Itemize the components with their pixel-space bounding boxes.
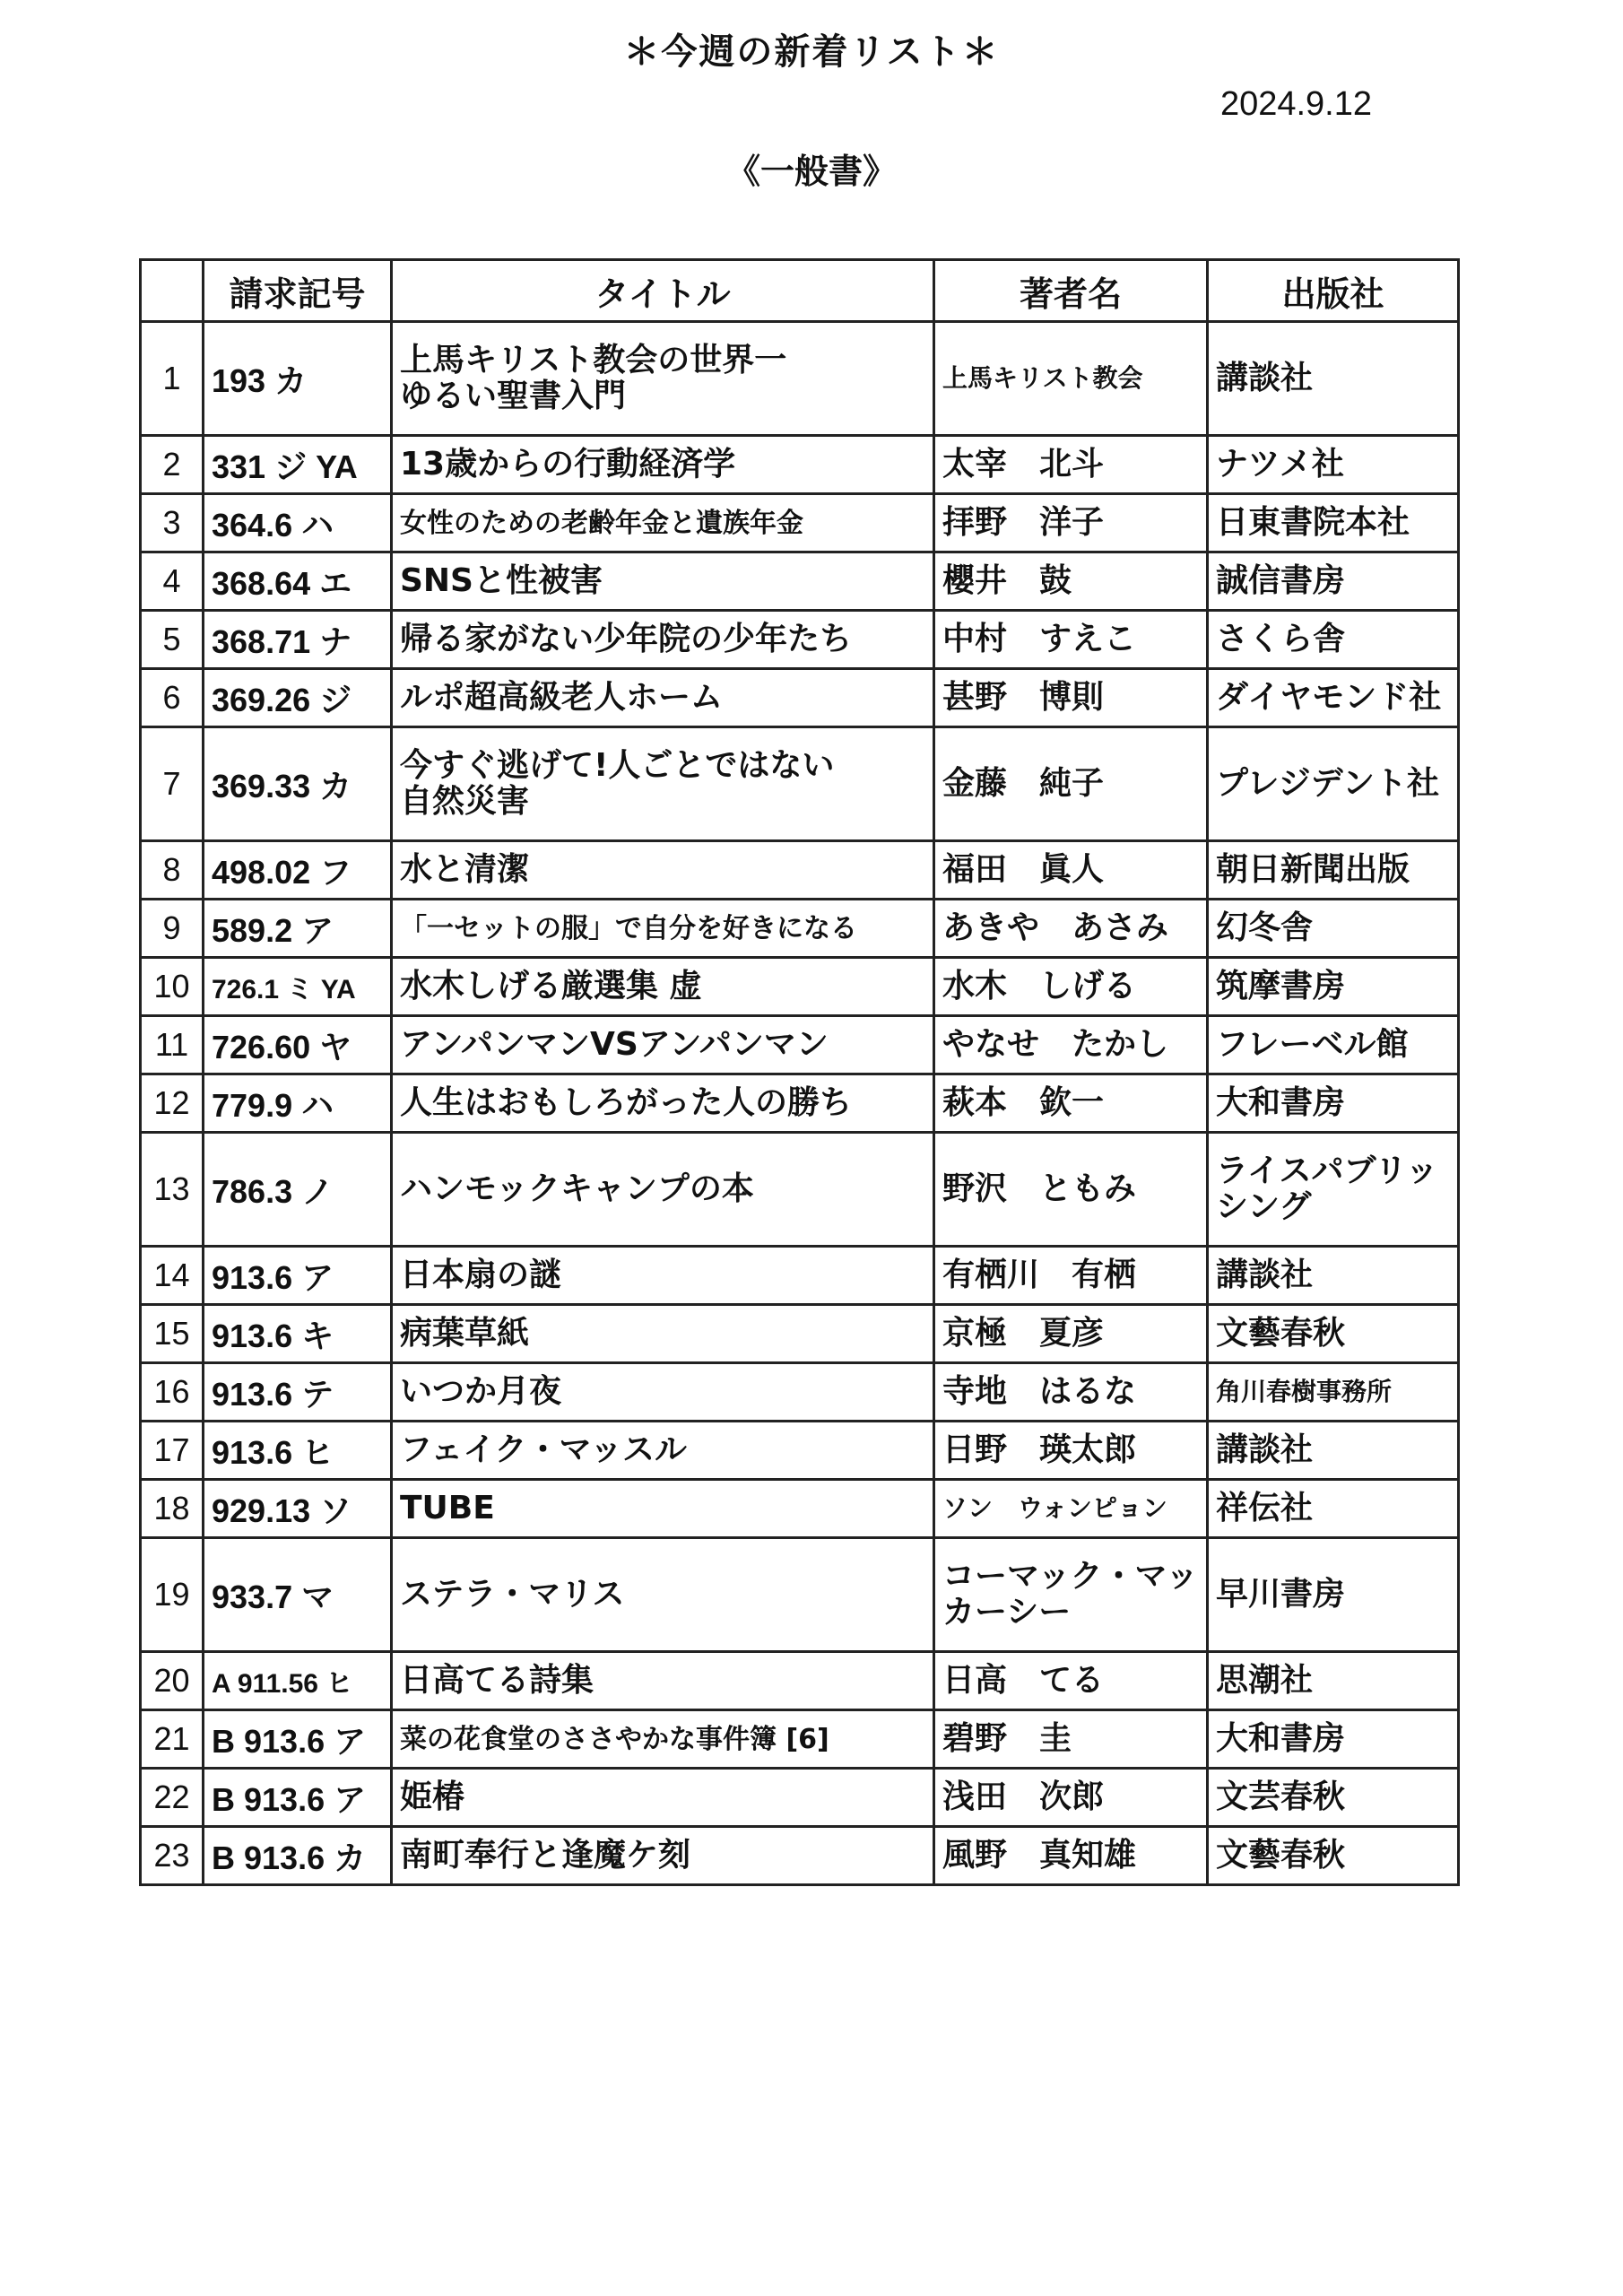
table-row — [141, 841, 1459, 900]
table-row — [141, 1769, 1459, 1827]
publisher-cell: 祥伝社 — [1208, 1480, 1459, 1538]
header-author: 著者名 — [934, 260, 1208, 322]
table-row — [141, 611, 1459, 669]
publisher-cell: ライスパブリッ シング — [1208, 1133, 1459, 1247]
publisher-cell: プレジデント社 — [1208, 727, 1459, 841]
title-cell: 病葉草紙 — [392, 1305, 934, 1363]
row-number: 3 — [141, 494, 204, 552]
author-cell: 金藤 純子 — [934, 727, 1208, 841]
call-number-cell: A 911.56 ヒ — [204, 1652, 392, 1710]
publisher-cell: 大和書房 — [1208, 1710, 1459, 1769]
publisher-cell: さくら舎 — [1208, 611, 1459, 669]
row-number: 23 — [141, 1827, 204, 1885]
publisher-cell: 朝日新聞出版 — [1208, 841, 1459, 900]
publisher-cell: 講談社 — [1208, 1247, 1459, 1305]
publisher-cell: 思潮社 — [1208, 1652, 1459, 1710]
title-cell: 13歳からの行動経済学 — [392, 436, 934, 494]
publisher-cell: 誠信書房 — [1208, 552, 1459, 611]
publisher-cell: 大和書房 — [1208, 1074, 1459, 1133]
row-number: 22 — [141, 1769, 204, 1827]
title-cell: 帰る家がない少年院の少年たち — [392, 611, 934, 669]
title-cell: TUBE — [392, 1480, 934, 1538]
table-row — [141, 494, 1459, 552]
author-cell: 櫻井 鼓 — [934, 552, 1208, 611]
author-cell: コーマック・マッ カーシー — [934, 1538, 1208, 1652]
publisher-cell: フレーベル館 — [1208, 1016, 1459, 1074]
author-cell: ソン ウォンピョン — [934, 1480, 1208, 1538]
table-row — [141, 1074, 1459, 1133]
author-cell: 福田 眞人 — [934, 841, 1208, 900]
author-cell: 太宰 北斗 — [934, 436, 1208, 494]
table-row — [141, 1016, 1459, 1074]
call-number-cell: 589.2 ア — [204, 900, 392, 958]
publisher-cell: 文藝春秋 — [1208, 1827, 1459, 1885]
call-number-cell: 929.13 ソ — [204, 1480, 392, 1538]
row-number: 13 — [141, 1133, 204, 1247]
call-number-cell: 331 ジ YA — [204, 436, 392, 494]
title-cell: ステラ・マリス — [392, 1538, 934, 1652]
author-cell: やなせ たかし — [934, 1016, 1208, 1074]
call-number-cell: 193 カ — [204, 322, 392, 436]
call-number-cell: 913.6 ヒ — [204, 1422, 392, 1480]
publisher-cell: 筑摩書房 — [1208, 958, 1459, 1016]
call-number-cell: 368.71 ナ — [204, 611, 392, 669]
publisher-cell: 文藝春秋 — [1208, 1305, 1459, 1363]
publisher-cell: 角川春樹事務所 — [1208, 1363, 1459, 1422]
title-cell: SNSと性被害 — [392, 552, 934, 611]
table-row — [141, 1363, 1459, 1422]
title-cell: 姫椿 — [392, 1769, 934, 1827]
author-cell: 風野 真知雄 — [934, 1827, 1208, 1885]
title-cell: 日高てる詩集 — [392, 1652, 934, 1710]
call-number-cell: 933.7 マ — [204, 1538, 392, 1652]
title-cell: ハンモックキャンプの本 — [392, 1133, 934, 1247]
author-cell: 日野 瑛太郎 — [934, 1422, 1208, 1480]
table-row — [141, 1652, 1459, 1710]
publisher-cell: 日東書院本社 — [1208, 494, 1459, 552]
title-cell: 上馬キリスト教会の世界一 ゆるい聖書入門 — [392, 322, 934, 436]
row-number: 20 — [141, 1652, 204, 1710]
row-number: 16 — [141, 1363, 204, 1422]
call-number-cell: 369.33 カ — [204, 727, 392, 841]
publisher-cell: 講談社 — [1208, 1422, 1459, 1480]
table-row — [141, 552, 1459, 611]
table-row — [141, 900, 1459, 958]
publisher-cell: 文芸春秋 — [1208, 1769, 1459, 1827]
header-title: タイトル — [392, 260, 934, 322]
title-cell: フェイク・マッスル — [392, 1422, 934, 1480]
table-row — [141, 1247, 1459, 1305]
title-cell: 菜の花食堂のささやかな事件簿 [6] — [392, 1710, 934, 1769]
table-row — [141, 1305, 1459, 1363]
call-number-cell: 368.64 エ — [204, 552, 392, 611]
table-row — [141, 727, 1459, 841]
title-cell: 南町奉行と逢魔ケ刻 — [392, 1827, 934, 1885]
row-number: 5 — [141, 611, 204, 669]
row-number: 6 — [141, 669, 204, 727]
call-number-cell: 364.6 ハ — [204, 494, 392, 552]
row-number: 12 — [141, 1074, 204, 1133]
row-number: 8 — [141, 841, 204, 900]
row-number: 18 — [141, 1480, 204, 1538]
publisher-cell: 早川書房 — [1208, 1538, 1459, 1652]
table-row — [141, 1422, 1459, 1480]
call-number-cell: 726.1 ミ YA — [204, 958, 392, 1016]
author-cell: 寺地 はるな — [934, 1363, 1208, 1422]
call-number-cell: 913.6 テ — [204, 1363, 392, 1422]
table-row — [141, 958, 1459, 1016]
publisher-cell: ナツメ社 — [1208, 436, 1459, 494]
table-header-row — [141, 260, 1459, 322]
call-number-cell: B 913.6 ア — [204, 1769, 392, 1827]
author-cell: 中村 すえこ — [934, 611, 1208, 669]
row-number: 10 — [141, 958, 204, 1016]
call-number-cell: 786.3 ノ — [204, 1133, 392, 1247]
row-number: 17 — [141, 1422, 204, 1480]
title-cell: 水と清潔 — [392, 841, 934, 900]
row-number: 14 — [141, 1247, 204, 1305]
author-cell: 拝野 洋子 — [934, 494, 1208, 552]
title-cell: 人生はおもしろがった人の勝ち — [392, 1074, 934, 1133]
author-cell: 京極 夏彦 — [934, 1305, 1208, 1363]
table-row — [141, 1827, 1459, 1885]
row-number: 1 — [141, 322, 204, 436]
author-cell: 萩本 欽一 — [934, 1074, 1208, 1133]
title-cell: ルポ超高級老人ホーム — [392, 669, 934, 727]
author-cell: 水木 しげる — [934, 958, 1208, 1016]
row-number: 9 — [141, 900, 204, 958]
author-cell: 野沢 ともみ — [934, 1133, 1208, 1247]
author-cell: あきや あさみ — [934, 900, 1208, 958]
row-number: 11 — [141, 1016, 204, 1074]
title-cell: アンパンマンVSアンパンマン — [392, 1016, 934, 1074]
table-row — [141, 322, 1459, 436]
table-row — [141, 436, 1459, 494]
table-row — [141, 669, 1459, 727]
publisher-cell: 幻冬舎 — [1208, 900, 1459, 958]
title-cell: 女性のための老齢年金と遺族年金 — [392, 494, 934, 552]
table-row — [141, 1538, 1459, 1652]
call-number-cell: 369.26 ジ — [204, 669, 392, 727]
table-row — [141, 1480, 1459, 1538]
call-number-cell: 726.60 ヤ — [204, 1016, 392, 1074]
call-number-cell: 498.02 フ — [204, 841, 392, 900]
table-row — [141, 1710, 1459, 1769]
row-number: 19 — [141, 1538, 204, 1652]
header-no — [141, 260, 204, 322]
header-publisher: 出版社 — [1208, 260, 1459, 322]
row-number: 2 — [141, 436, 204, 494]
call-number-cell: 779.9 ハ — [204, 1074, 392, 1133]
author-cell: 碧野 圭 — [934, 1710, 1208, 1769]
call-number-cell: 913.6 キ — [204, 1305, 392, 1363]
document-title: ＊今週の新着リスト＊ — [623, 31, 1000, 73]
document-date: 2024.9.12 — [1219, 85, 1372, 123]
row-number: 15 — [141, 1305, 204, 1363]
author-cell: 甚野 博則 — [934, 669, 1208, 727]
new-books-table — [139, 258, 1460, 1886]
title-cell: 水木しげる厳選集 虚 — [392, 958, 934, 1016]
row-number: 7 — [141, 727, 204, 841]
call-number-cell: B 913.6 カ — [204, 1827, 392, 1885]
author-cell: 上馬キリスト教会 — [934, 322, 1208, 436]
document-category: 《一般書》 — [725, 152, 897, 191]
call-number-cell: 913.6 ア — [204, 1247, 392, 1305]
title-cell: 日本扇の謎 — [392, 1247, 934, 1305]
title-cell: 今すぐ逃げて!人ごとではない 自然災害 — [392, 727, 934, 841]
table-row — [141, 1133, 1459, 1247]
author-cell: 有栖川 有栖 — [934, 1247, 1208, 1305]
title-cell: いつか月夜 — [392, 1363, 934, 1422]
row-number: 4 — [141, 552, 204, 611]
author-cell: 日高 てる — [934, 1652, 1208, 1710]
publisher-cell: 講談社 — [1208, 322, 1459, 436]
header-call-number: 請求記号 — [204, 260, 392, 322]
author-cell: 浅田 次郎 — [934, 1769, 1208, 1827]
publisher-cell: ダイヤモンド社 — [1208, 669, 1459, 727]
row-number: 21 — [141, 1710, 204, 1769]
call-number-cell: B 913.6 ア — [204, 1710, 392, 1769]
title-cell: 「一セットの服」で自分を好きになる — [392, 900, 934, 958]
